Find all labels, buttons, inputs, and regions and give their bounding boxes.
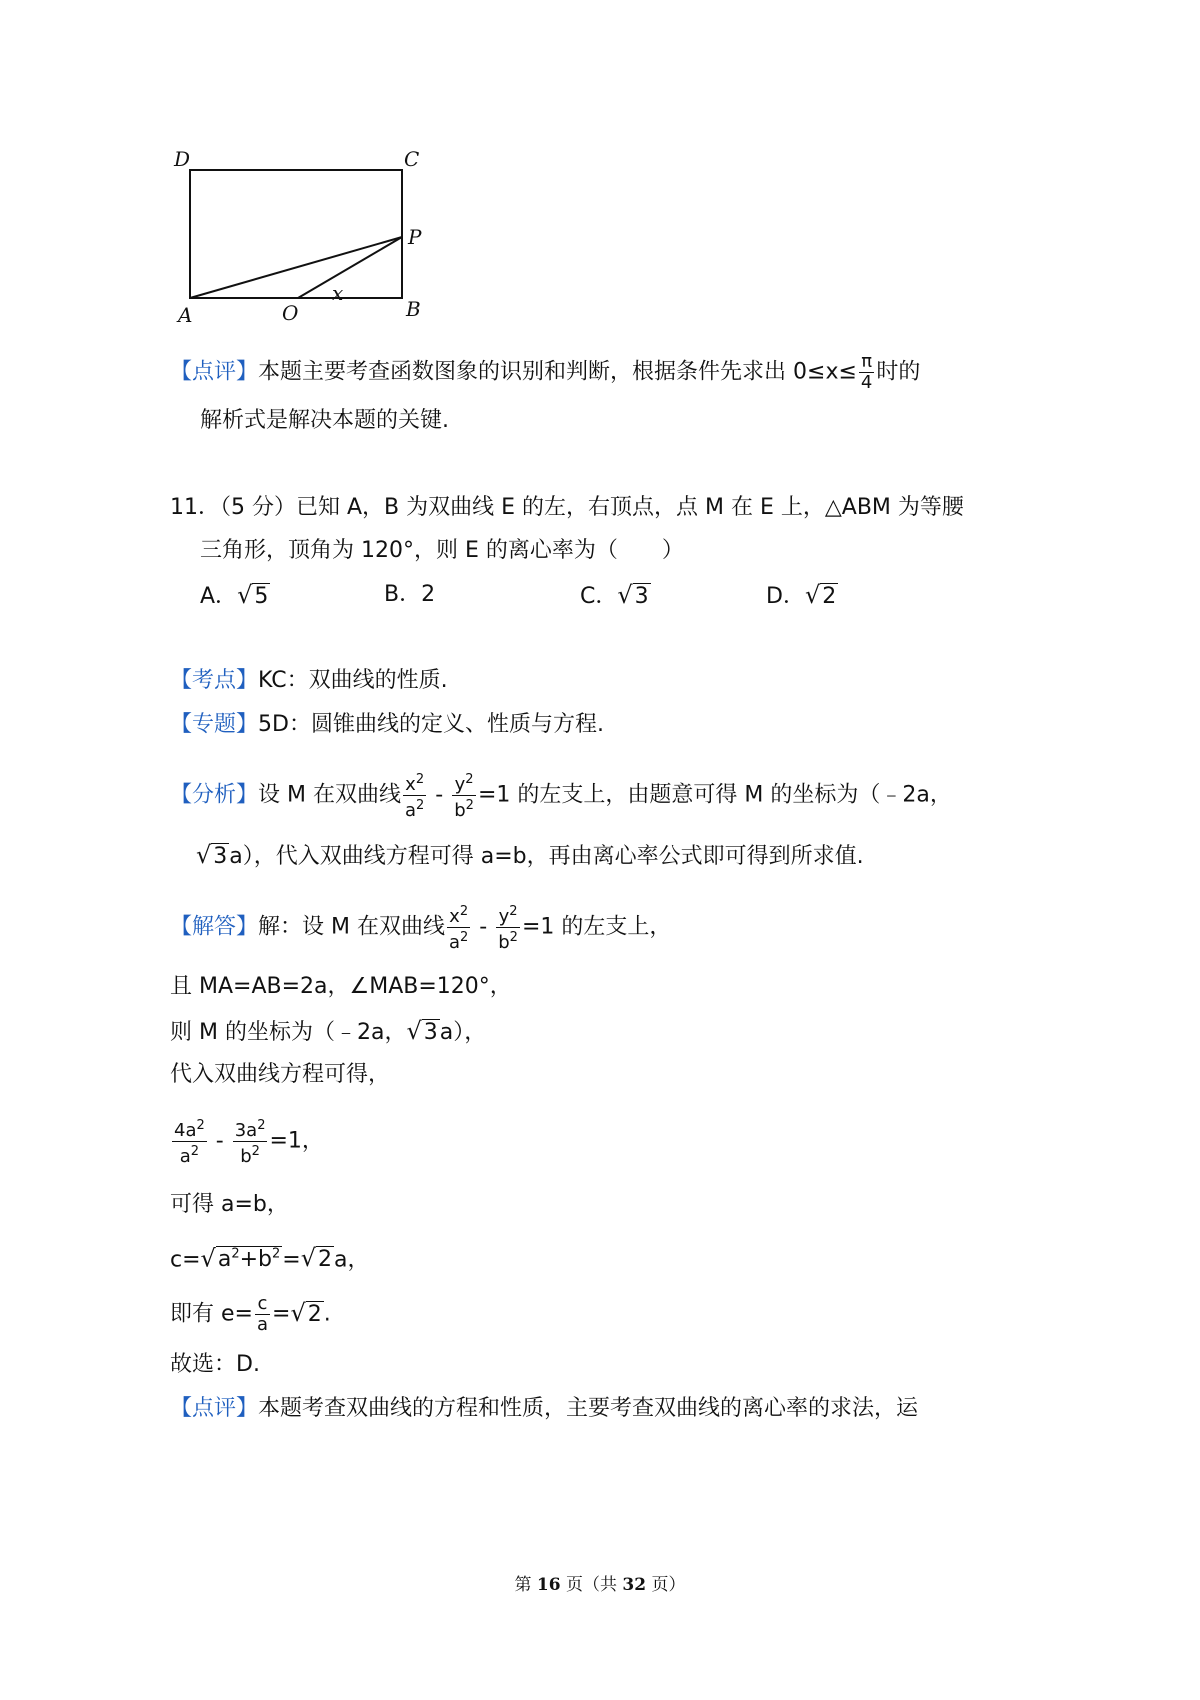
sqrt-3: √3 xyxy=(196,841,228,869)
jieda-line9: 故选：D. xyxy=(170,1352,260,1377)
page-total: 32 xyxy=(622,1575,647,1595)
label-x: x xyxy=(332,281,344,305)
x2-over-a2: $\frac{x^2}{a^2}$ xyxy=(448,904,469,953)
q11-stem-line1: 11．（5 分）已知 A，B 为双曲线 E 的左，右顶点，点 M 在 E 上，△ABM 为等腰 xyxy=(170,495,964,520)
jieda-line6: 可得 a=b， xyxy=(170,1192,289,1217)
page-number: 16 xyxy=(536,1575,561,1595)
y2-over-b2: $\frac{y^2}{b^2}$ xyxy=(454,772,474,821)
jieda-line7: $c=√a^2+b^2=√2a$， xyxy=(170,1240,370,1275)
option-a: A．√5 xyxy=(200,580,270,612)
sqrt-2: √2 xyxy=(300,1244,333,1273)
fenxi-line1: 【分析】设 M 在双曲线 $\frac{x^2}{a^2}$ - $\frac{y^2}{b^2}$ =1 的左支上，由题意可得 M 的坐标为（﹣2a， xyxy=(170,772,952,821)
label-c: C xyxy=(404,147,420,171)
sqrt-a2-plus-b2: $√a^2+b^2$ xyxy=(200,1244,281,1273)
label-b: B xyxy=(406,297,421,321)
jieda-line3: 则 M 的坐标为（﹣2a，√3a）， xyxy=(170,1016,486,1048)
jieda-line5: $\frac{4a^2}{a^2}$ - $\frac{3a^2}{b^2}$ =1， xyxy=(174,1118,324,1167)
kaodian-line: 【考点】KC：双曲线的性质. xyxy=(170,668,448,693)
segment-op xyxy=(298,237,402,298)
sqrt-3: √3 xyxy=(617,581,649,609)
jieda-line4: 代入双曲线方程可得， xyxy=(170,1062,391,1087)
y2-over-b2: $\frac{y^2}{b^2}$ xyxy=(498,904,518,953)
4a2-over-a2: $\frac{4a^2}{a^2}$ xyxy=(174,1118,205,1167)
sqrt-2: √2 xyxy=(804,581,837,609)
zhuanti-line: 【专题】5D：圆锥曲线的定义、性质与方程. xyxy=(170,712,604,737)
option-c: C．√3 xyxy=(580,580,651,612)
jieda-line1: 【解答】解：设 M 在双曲线 $\frac{x^2}{a^2}$ - $\frac{y^2}{b^2}$ =1 的左支上， xyxy=(170,904,672,953)
page-footer: 第 16 页（共 32 页） xyxy=(514,1575,686,1595)
option-b: B．2 xyxy=(384,582,436,607)
c-over-a: $\frac{c}{a}$ xyxy=(256,1293,268,1335)
sqrt-3: √3 xyxy=(406,1017,438,1045)
label-o: O xyxy=(282,301,299,325)
rectangle-figure xyxy=(160,140,450,340)
sqrt-2: √2 xyxy=(290,1298,322,1327)
rectangle-abcd xyxy=(190,170,402,298)
jieda-line2: 且 MA=AB=2a，∠MAB=120°， xyxy=(170,974,512,999)
fenxi-line2: √3a），代入双曲线方程可得 a=b，再由离心率公式即可得到所求值. xyxy=(196,840,864,872)
label-a: A xyxy=(178,303,193,327)
review2-line: 【点评】本题考查双曲线的方程和性质，主要考查双曲线的离心率的求法，运 xyxy=(170,1396,919,1421)
pi-over-4-fraction: $\frac{\pi}{4}$ xyxy=(860,351,873,393)
label-p: P xyxy=(408,225,422,249)
segment-ap xyxy=(190,237,402,298)
review1-line1 xyxy=(170,352,920,393)
q11-stem-line2: 三角形，顶角为 120°，则 E 的离心率为（ ） xyxy=(200,538,684,563)
3a2-over-b2: $\frac{3a^2}{b^2}$ xyxy=(234,1118,266,1167)
review1-tag: 【点评】 xyxy=(170,359,259,385)
option-d: D．√2 xyxy=(766,580,838,612)
label-d: D xyxy=(174,147,191,171)
review1-text1: 本题主要考查函数图象的识别和判断，根据条件先求出 0≤x≤ xyxy=(258,359,857,385)
sqrt-5: √5 xyxy=(237,581,269,609)
jieda-line8: 即有 e= $\frac{c}{a}$ =√2. xyxy=(170,1293,331,1335)
x2-over-a2: $\frac{x^2}{a^2}$ xyxy=(404,772,425,821)
review1-text2: 时的 xyxy=(876,359,921,385)
review1-line2: 解析式是解决本题的关键. xyxy=(200,408,449,433)
